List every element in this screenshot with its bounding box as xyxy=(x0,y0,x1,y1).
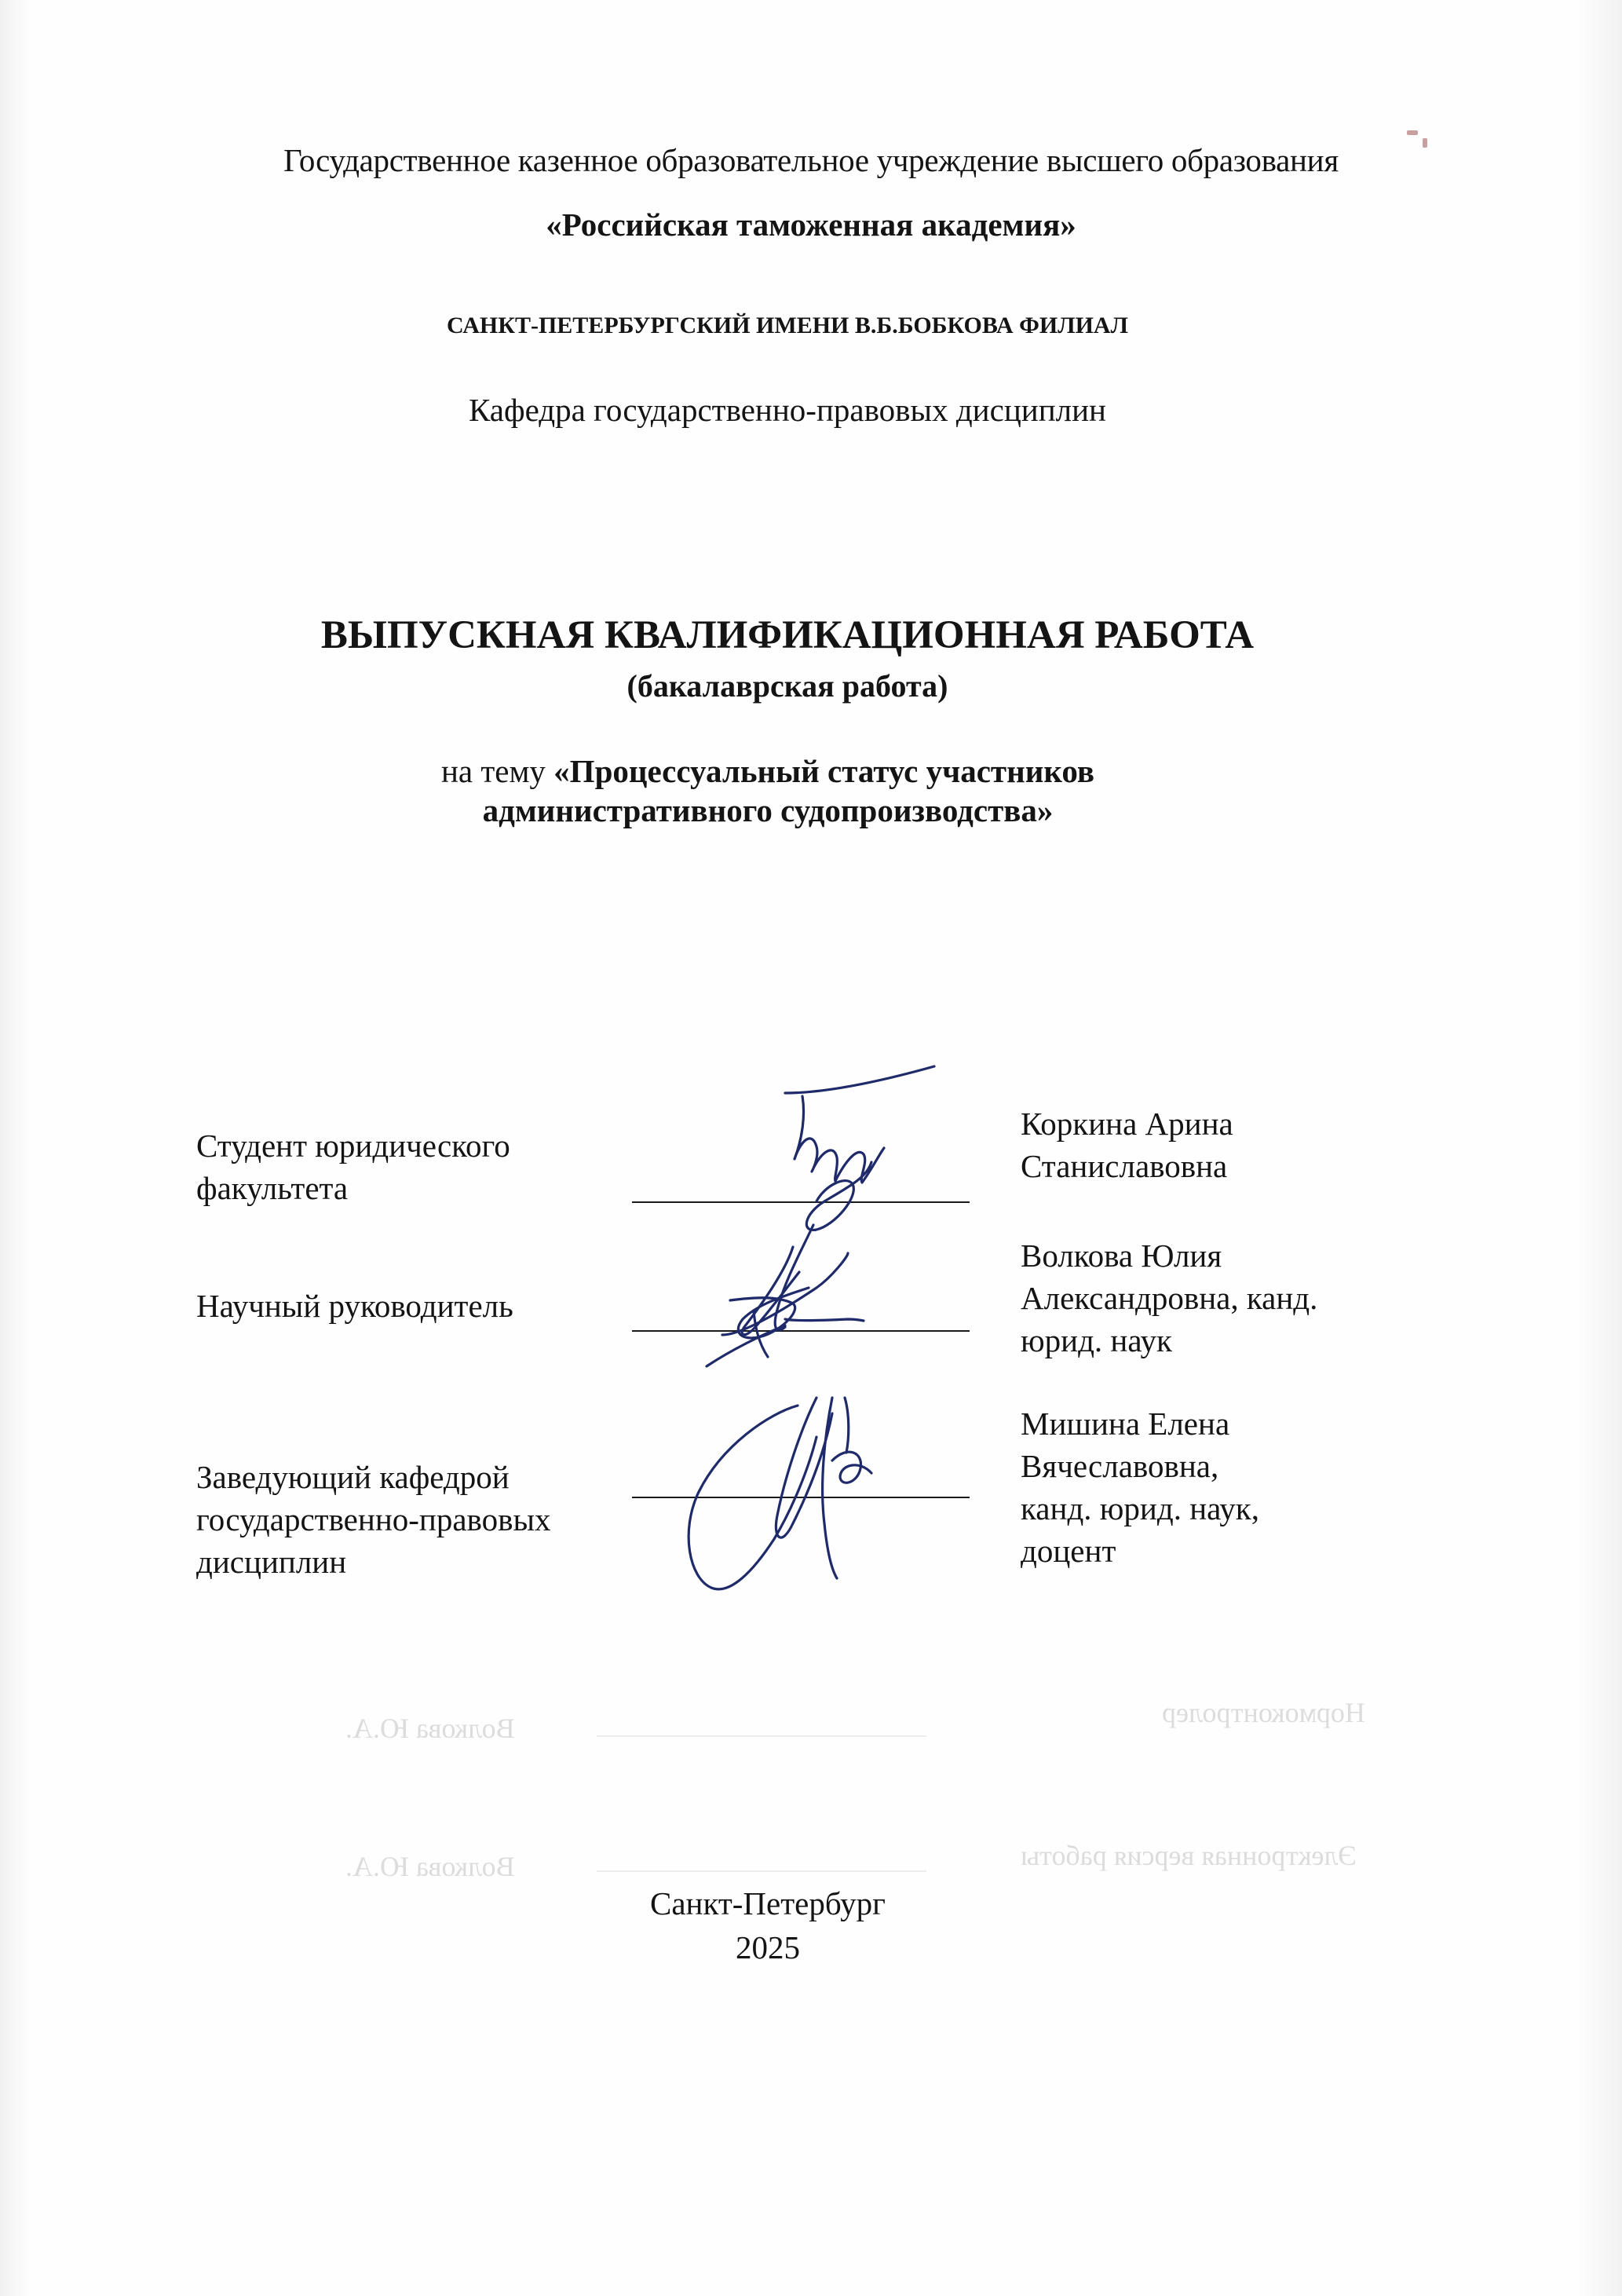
supervisor-name-line-2: Александровна, канд. xyxy=(1021,1280,1318,1316)
scan-edge-shadow-right xyxy=(1575,0,1622,2296)
supervisor-name-line-1: Волкова Юлия xyxy=(1021,1238,1222,1274)
head-name-line-3: канд. юрид. наук, xyxy=(1021,1490,1259,1526)
head-role xyxy=(196,1456,605,1583)
head-name xyxy=(1021,1402,1350,1572)
supervisor-name-line-3: юрид. наук xyxy=(1021,1322,1172,1358)
work-title: ВЫПУСКНАЯ КВАЛИФИКАЦИОННАЯ РАБОТА xyxy=(320,613,1255,657)
student-name xyxy=(1021,1102,1350,1187)
supervisor-signature-line xyxy=(632,1330,970,1332)
student-role xyxy=(196,1124,605,1209)
student-role-line-2: факультета xyxy=(196,1170,349,1206)
student-name-line-2: Станиславовна xyxy=(1021,1148,1228,1184)
student-name-line-1: Коркина Арина xyxy=(1021,1106,1233,1142)
supervisor-signature-stroke xyxy=(775,1225,813,1330)
student-role-line-1: Студент юридического xyxy=(196,1128,510,1164)
head-name-line-4: доцент xyxy=(1021,1533,1116,1569)
student-signature-line xyxy=(632,1201,970,1203)
supervisor-role xyxy=(196,1285,605,1327)
show-through-text: Электронная версия работы xyxy=(1021,1840,1357,1871)
branch-name: САНКТ-ПЕТЕРБУРГСКИЙ ИМЕНИ В.Б.БОБКОВА ФИЛИАЛ xyxy=(447,313,1128,338)
city: Санкт-Петербург xyxy=(650,1885,886,1921)
head-signature-line xyxy=(632,1497,970,1498)
academy-name: «Российская таможенная академия» xyxy=(546,207,1076,243)
scan-speck xyxy=(1407,130,1418,135)
show-through-line xyxy=(597,1870,926,1872)
topic-line-2: административного судопроизводства» xyxy=(482,792,1054,828)
show-through-text: Волкова Ю.А. xyxy=(345,1851,515,1882)
head-role-line-2: государственно-правовых xyxy=(196,1501,551,1537)
head-role-line-1: Заведующий кафедрой xyxy=(196,1459,510,1495)
department-name: Кафедра государственно-правовых дисциплин xyxy=(469,392,1106,428)
show-through-text: Волкова Ю.А. xyxy=(345,1713,515,1744)
head-role-line-3: дисциплин xyxy=(196,1544,347,1580)
show-through-text: Нормоконтролер xyxy=(1162,1697,1365,1728)
topic-prefix: на тему xyxy=(440,753,554,789)
supervisor-signature xyxy=(707,1247,864,1366)
institution-name: Государственное казенное образовательное учреждение высшего образования xyxy=(283,142,1339,178)
student-signature xyxy=(785,1066,934,1230)
topic-line-1 xyxy=(0,752,1579,790)
supervisor-name xyxy=(1021,1234,1350,1362)
work-subtitle: (бакалаврская работа) xyxy=(627,668,948,704)
year: 2025 xyxy=(736,1929,800,1965)
head-signature xyxy=(689,1398,871,1589)
head-name-line-1: Мишина Елена xyxy=(1021,1406,1230,1442)
head-name-line-2: Вячеславовна, xyxy=(1021,1448,1219,1484)
topic-text-1: «Процессуальный статус участников xyxy=(553,753,1095,789)
supervisor-role-line-1: Научный руководитель xyxy=(196,1288,513,1324)
show-through-line xyxy=(597,1735,926,1737)
